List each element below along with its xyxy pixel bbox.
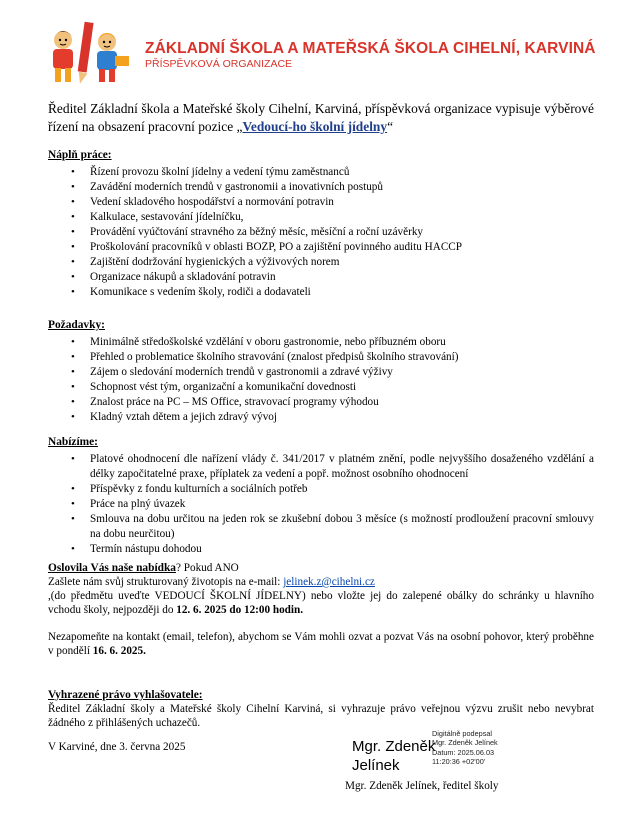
list-item: • Minimálně středoškolské vzdělání v oboru gastronomie, nebo příbuzném oboru [48,335,594,350]
offer-answer: Pokud ANO [180,562,239,574]
offer-question: Oslovila Vás naše nabídka [48,562,176,574]
interview-date: 16. 6. 2025. [92,645,146,657]
offer-question-mark: ? [175,562,181,574]
sig-meta-line: 11:20:36 +02'00' [432,756,486,766]
open-quote: „ [236,119,243,134]
section-requirements [48,318,594,425]
intro-text: Ředitel Základní škola a Mateřské školy Cihelní, Karviná, příspěvková organizace vypisuje výběrové řízení na obsazení pracovní pozice [48,101,594,134]
offer-list [48,452,594,557]
list-item: • Kalkulace, sestavování jídelníčku, [48,210,594,225]
list-item: • Schopnost vést tým, organizační a komunikační dovednosti [48,380,594,395]
list-item: • Práce na plný úvazek [48,497,594,512]
apply-paragraph [48,561,594,617]
section-title: Požadavky: [48,319,105,331]
list-item: • Kladný vztah dětem a jejich zdravý vývoj [48,410,594,425]
list-item: • Komunikace s vedením školy, rodiči a dodavateli [48,285,594,300]
list-item: • Platové ohodnocení dle nařízení vlády č. 341/2017 v platném znění, podle nejvyššího dosaženého vzdělání a délky započitatelné praxe, příplatek za vedení a popř. možnost osobního ohodnocení [48,452,594,482]
section-job-description [48,148,594,300]
position-title: Vedoucí-ho školní jídelny [242,119,388,134]
list-item: • Přehled o problematice školního stravování (znalost předpisů školního stravování) [48,350,594,365]
list-item: • Termín nástupu dohodou [48,542,594,557]
email-link[interactable]: jelinek.z@cihelni.cz [283,576,375,588]
digital-signature-name [352,737,435,775]
instruction-text: ,(do předmětu uveďte VEDOUCÍ ŠKOLNÍ JÍDELNY) nebo vložte jej do zalepené obálky do schránky u hlavního vchodu školy, nejpozději do [48,590,594,616]
job-description-list [48,165,594,300]
close-quote: “ [387,119,394,134]
deadline: 12. 6. 2025 do 12:00 hodin. [176,604,304,616]
reserved-text: Ředitel Základní školy a Mateřské školy Cihelní Karviná, si vyhrazuje právo veřejnou výzvu zrušit nebo nevybrat žádného z přihlášených uchazečů. [48,703,594,729]
reserved-title: Vyhrazené právo vyhlašovatele: [48,689,203,701]
list-item: • Organizace nákupů a skladování potravin [48,270,594,285]
intro-paragraph [48,100,594,136]
list-item: • Zavádění moderních trendů v gastronomii a inovativních postupů [48,180,594,195]
place-date: V Karviné, dne 3. června 2025 [48,741,186,753]
list-item: • Příspěvky z fondu kulturních a sociálních potřeb [48,482,594,497]
list-item: • Zájem o sledování moderních trendů v gastronomii a zdravé výživy [48,365,594,380]
send-text: Zašlete nám svůj strukturovaný životopis na e-mail: [48,576,284,588]
list-item: • Smlouva na dobu určitou na jeden rok se zkušební dobou 3 měsíce (s možností prodloužení pracovní smlouvy na dobu neurčitou) [48,512,594,542]
contact-paragraph [48,630,594,658]
list-item: • Proškolování pracovníků v oblasti BOZP, PO a zajištění povinného auditu HACCP [48,240,594,255]
sig-name-line2: Jelínek [352,757,400,774]
sig-meta-line: Datum: 2025.06.03 [432,747,495,757]
school-kids-logo-icon [45,18,133,88]
contact-text: Nezapomeňte na kontakt (email, telefon), abychom se Vám mohli ozvat a pozvat Vás na osobní pohovor, který proběhne v pondělí [48,631,594,657]
list-item: • Znalost práce na PC – MS Office, stravovací programy výhodou [48,395,594,410]
list-item: • Zajištění dodržování hygienických a výživových norem [48,255,594,270]
requirements-list [48,335,594,425]
signoff: Mgr. Zdeněk Jelínek, ředitel školy [345,780,499,792]
sig-name-line1: Mgr. Zdeněk [352,738,436,755]
sig-meta-line: Digitálně podepsal [432,729,493,738]
list-item: • Provádění vyúčtování stravného za běžný měsíc, měsíční a roční uzávěrky [48,225,594,240]
digital-signature-meta [432,729,498,766]
reserved-right-paragraph [48,688,594,730]
section-title: Nabízíme: [48,436,98,448]
section-offer [48,435,594,557]
school-name: ZÁKLADNÍ ŠKOLA A MATEŘSKÁ ŠKOLA CIHELNÍ, KARVINÁ [145,40,596,57]
list-item: • Řízení provozu školní jídelny a vedení týmu zaměstnanců [48,165,594,180]
list-item: • Vedení skladového hospodářství a normování potravin [48,195,594,210]
section-title: Náplň práce: [48,149,112,161]
school-subtitle: PŘÍSPĚVKOVÁ ORGANIZACE [145,58,293,70]
sig-meta-line: Mgr. Zdeněk Jelínek [432,738,498,748]
